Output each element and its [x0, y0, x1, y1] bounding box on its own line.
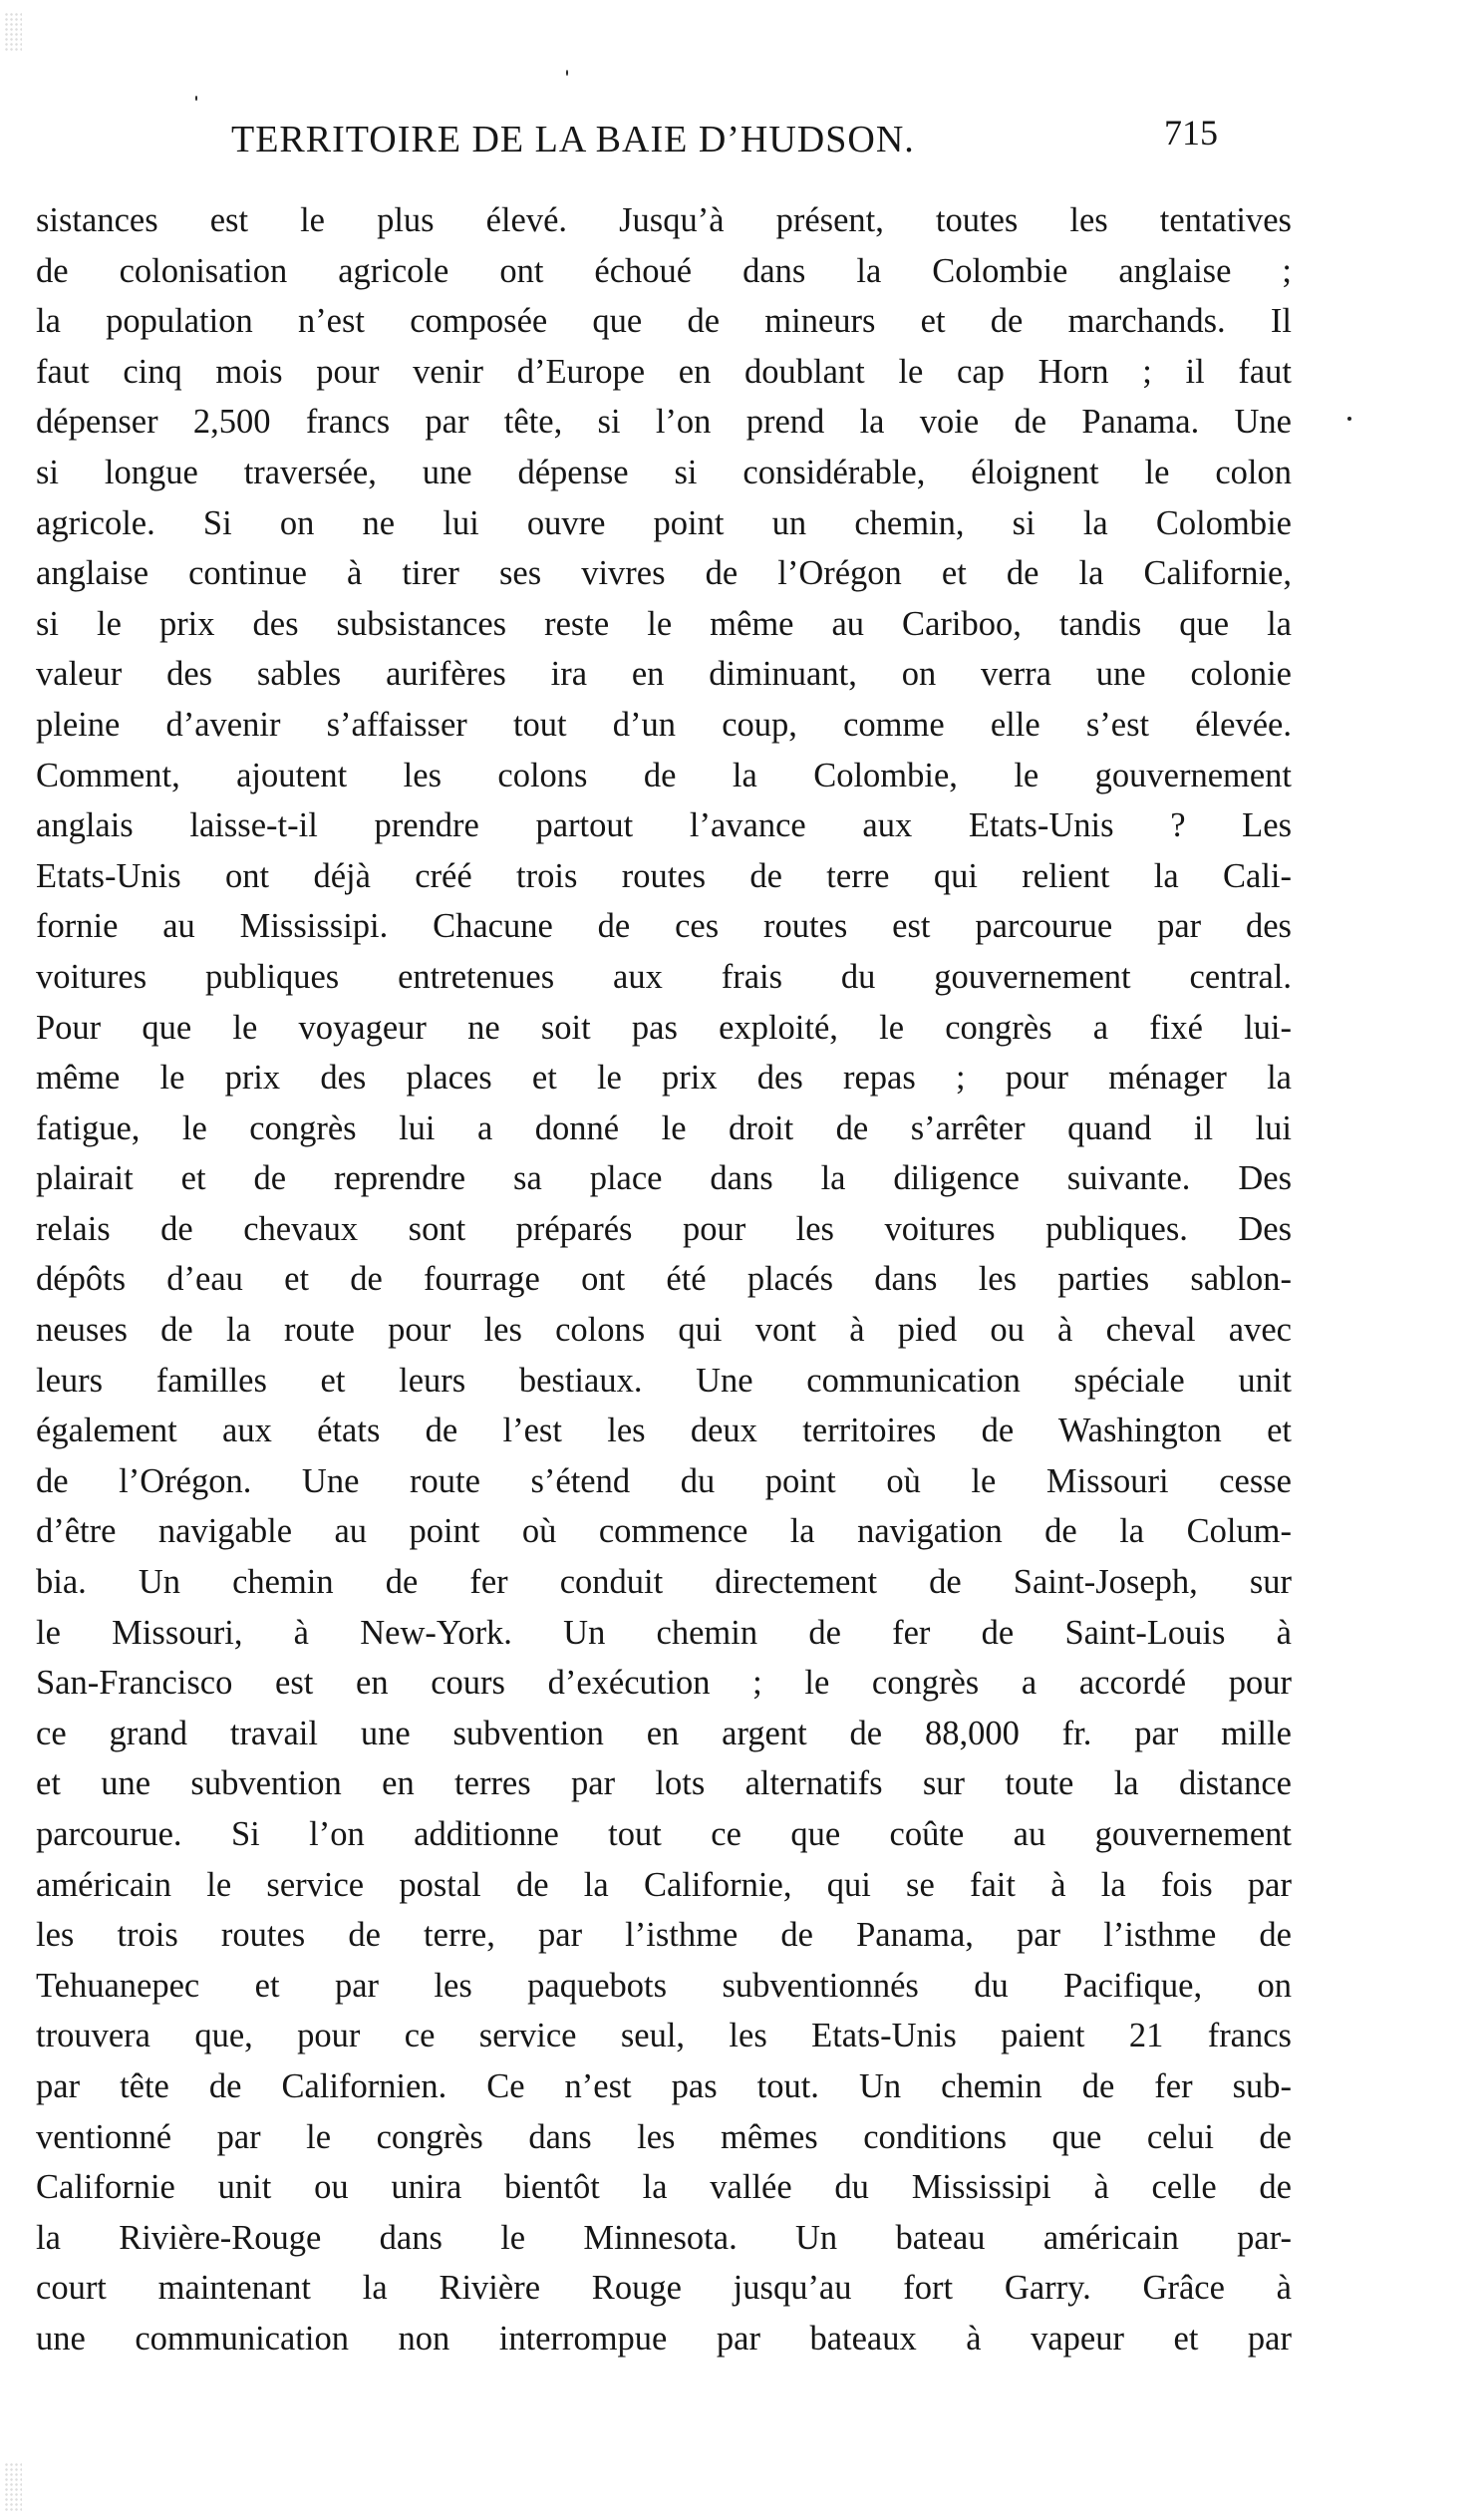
- text-line: court maintenant la Rivière Rouge jusqu’au fort Garry. Grâce à: [36, 2269, 1292, 2308]
- text-line: une communication non interrompue par bateaux à vapeur et par: [36, 2319, 1292, 2358]
- scan-noise: [4, 12, 22, 52]
- text-line: fatigue, le congrès lui a donné le droit de s’arrêter quand il lui: [36, 1108, 1292, 1147]
- text-line: la Rivière-Rouge dans le Minnesota. Un bateau américain par-: [36, 2218, 1292, 2257]
- ink-speck: [1347, 417, 1351, 421]
- text-line: les trois routes de terre, par l’isthme de Panama, par l’isthme de: [36, 1916, 1292, 1955]
- text-line: Tehuanepec et par les paquebots subventionnés du Pacifique, on: [36, 1966, 1292, 2005]
- text-line: faut cinq mois pour venir d’Europe en doublant le cap Horn ; il faut: [36, 352, 1292, 391]
- text-line: anglaise continue à tirer ses vivres de l’Orégon et de la Californie,: [36, 554, 1292, 593]
- text-line: agricole. Si on ne lui ouvre point un chemin, si la Colombie: [36, 503, 1292, 542]
- text-line: voitures publiques entretenues aux frais du gouvernement central.: [36, 957, 1292, 996]
- text-line: valeur des sables aurifères ira en diminuant, on verra une colonie: [36, 655, 1292, 694]
- text-line: même le prix des places et le prix des repas ; pour ménager la: [36, 1059, 1292, 1098]
- text-line: sistances est le plus élevé. Jusqu’à présent, toutes les tentatives: [36, 201, 1292, 239]
- text-line: relais de chevaux sont préparés pour les voitures publiques. Des: [36, 1209, 1292, 1248]
- text-line: de colonisation agricole ont échoué dans la Colombie anglaise ;: [36, 251, 1292, 290]
- text-line: Comment, ajoutent les colons de la Colombie, le gouvernement: [36, 756, 1292, 794]
- text-line: dépenser 2,500 francs par tête, si l’on prend la voie de Panama. Une: [36, 403, 1292, 442]
- text-line: également aux états de l’est les deux territoires de Washington et: [36, 1412, 1292, 1450]
- text-line: Californie unit ou unira bientôt la vallée du Mississipi à celle de: [36, 2168, 1292, 2207]
- text-line: bia. Un chemin de fer conduit directement de Saint-Joseph, sur: [36, 1563, 1292, 1602]
- text-line: si le prix des subsistances reste le même au Cariboo, tandis que la: [36, 604, 1292, 643]
- text-line: plairait et de reprendre sa place dans la diligence suivante. Des: [36, 1159, 1292, 1198]
- text-line: la population n’est composée que de mineurs et de marchands. Il: [36, 302, 1292, 341]
- text-line: d’être navigable au point où commence la navigation de la Colum-: [36, 1512, 1292, 1551]
- text-line: par tête de Californien. Ce n’est pas tout. Un chemin de fer sub-: [36, 2066, 1292, 2105]
- text-line: américain le service postal de la Californie, qui se fait à la fois par: [36, 1865, 1292, 1904]
- text-line: neuses de la route pour les colons qui vont à pied ou à cheval avec: [36, 1311, 1292, 1350]
- text-line: pleine d’avenir s’affaisser tout d’un coup, comme elle s’est élevée.: [36, 705, 1292, 744]
- text-line: leurs familles et leurs bestiaux. Une communication spéciale unit: [36, 1361, 1292, 1400]
- text-line: le Missouri, à New-York. Un chemin de fer de Saint-Louis à: [36, 1613, 1292, 1652]
- text-line: dépôts d’eau et de fourrage ont été placés dans les parties sablon-: [36, 1260, 1292, 1299]
- ink-speck: [195, 96, 197, 101]
- text-line: et une subvention en terres par lots alternatifs sur toute la distance: [36, 1764, 1292, 1803]
- text-line: ventionné par le congrès dans les mêmes conditions que celui de: [36, 2117, 1292, 2156]
- body-text: [36, 195, 1292, 2364]
- text-line: ce grand travail une subvention en argent de 88,000 fr. par mille: [36, 1714, 1292, 1752]
- running-header: [0, 113, 1483, 177]
- running-title: TERRITOIRE DE LA BAIE D’HUDSON.: [231, 119, 915, 160]
- text-line: anglais laisse-t-il prendre partout l’avance aux Etats-Unis ? Les: [36, 806, 1292, 845]
- scan-noise: [4, 2462, 22, 2512]
- text-line: si longue traversée, une dépense si considérable, éloignent le colon: [36, 453, 1292, 491]
- text-line: Pour que le voyageur ne soit pas exploité, le congrès a fixé lui-: [36, 1008, 1292, 1047]
- page-number: 715: [1164, 113, 1218, 153]
- text-line: trouvera que, pour ce service seul, les Etats-Unis paient 21 francs: [36, 2017, 1292, 2055]
- text-line: fornie au Mississipi. Chacune de ces routes est parcourue par des: [36, 907, 1292, 946]
- ink-speck: [566, 70, 568, 76]
- text-line: de l’Orégon. Une route s’étend du point où le Missouri cesse: [36, 1461, 1292, 1500]
- text-line: parcourue. Si l’on additionne tout ce que coûte au gouvernement: [36, 1815, 1292, 1853]
- text-line: San-Francisco est en cours d’exécution ; le congrès a accordé pour: [36, 1664, 1292, 1703]
- text-line: Etats-Unis ont déjà créé trois routes de terre qui relient la Cali-: [36, 856, 1292, 895]
